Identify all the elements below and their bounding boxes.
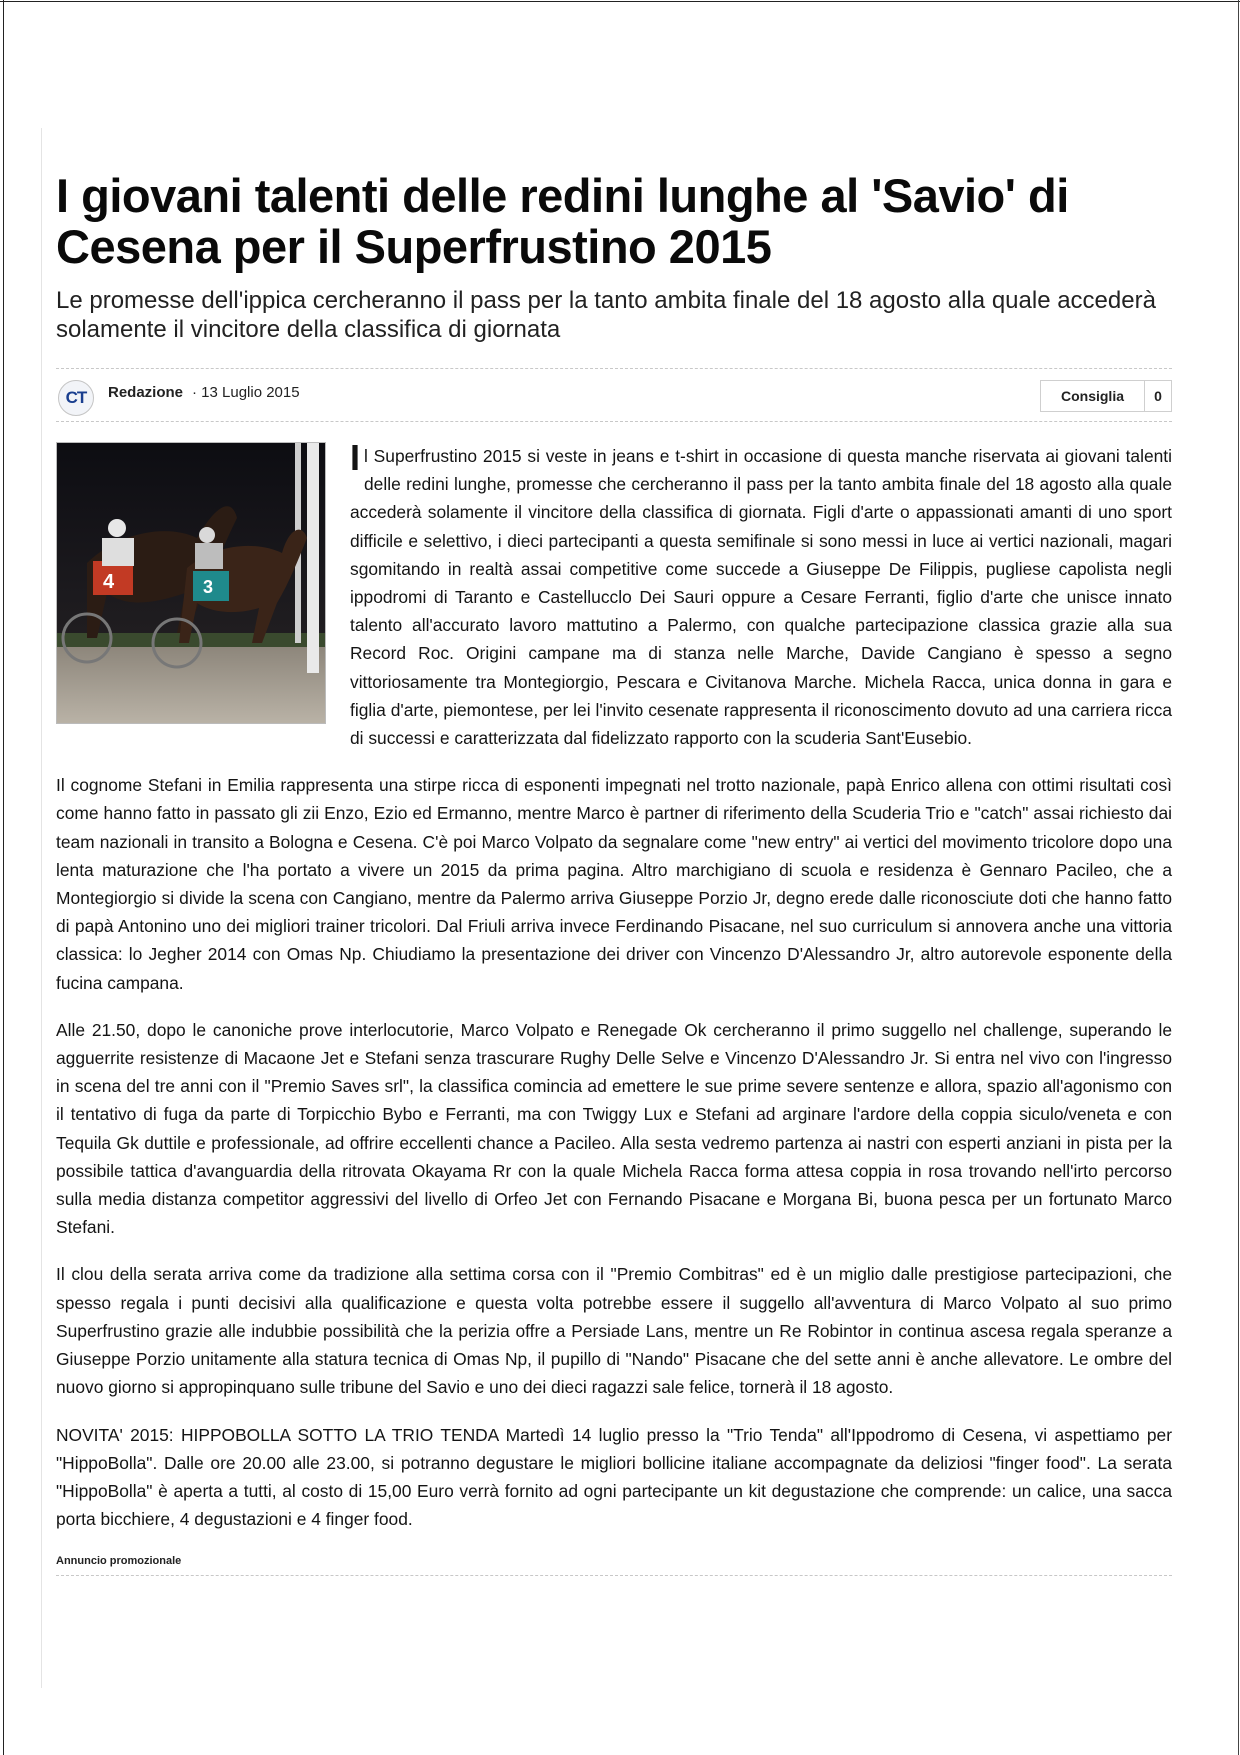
page-border-right: [1238, 0, 1239, 1755]
recommend-label: Consiglia: [1060, 388, 1124, 404]
dropcap: I: [350, 437, 361, 478]
page-border-top: [0, 1, 1240, 2]
article-subtitle: Le promesse dell'ippica cercheranno il pass per la tanto ambita finale del 18 agosto alla quale accederà solamente il vincitore della classifica di giornata: [56, 287, 1156, 343]
recommend-count: 0: [1144, 381, 1171, 411]
article-body: [56, 437, 1172, 1533]
paragraph-4: Il clou della serata arriva come da tradizione alla settima corsa con il "Premio Combitras" ed è un miglio dalle prestigiose partecipazioni, che spesso regala i punti decisivi alla qualificazione e questa volta potrebbe essere il suggello all'avventura di Marco Volpato al suo primo Superfrustino grazie alle indubbie possibilità che la perizia offre a Persiade Lans, mentre un Re Robintor in continua ascesa regala speranze a Giuseppe Porzio unitamente alla statura tecnica di Omas Np, il pupillo di "Nando" Pisacane che del sette anni è anche allevatore. Le ombre del nuovo giorno si appropinquano sulle tribune del Savio e uno dei dieci ragazzi sale felice, tornerà il 18 agosto.: [56, 1264, 1172, 1398]
author-link[interactable]: Redazione: [108, 384, 184, 401]
article: [56, 170, 1172, 1576]
divider-bottom: [56, 1575, 1172, 1576]
paragraph-2: Il cognome Stefani in Emilia rappresenta una stirpe ricca di esponenti impegnati nel trotto nazionale, papà Enrico allena con ottimi risultati così come hanno fatto in passato gli zii Enzo, Ezio ed Ermanno, mentre Marco è partner di riferimento della Scuderia Trio e "catch" assai richiesto dai team nazionali in transito a Bologna e Cesena. C'è poi Marco Volpato da segnalare come "new entry" ai vertici del movimento tricolore dopo una lenta maturazione che l'ha portato a vivere un 2015 da prima pagina. Altro marchigiano di scuola e residenza è Gennaro Pacileo, che a Montegiorgio si divide la scena con Cangiano, mentre da Palermo arriva Giuseppe Porzio Jr, degno erede dalle riconosciute doti che hanno fatto di papà Antonino uno dei migliori trainer tricolori. Dal Friuli arriva invece Ferdinando Pisacane, nel suo curriculum si annovera anche una vittoria classica: lo Jegher 2014 con Omas Np. Chiudiamo la presentazione dei driver con Vincenzo D'Alessandro Jr, altro autorevole esponente della fucina campana.: [56, 775, 1172, 993]
publisher-logo: CT: [58, 380, 94, 416]
article-title: I giovani talenti delle redini lunghe al 'Savio' di Cesena per il Superfrustino 2015: [56, 169, 1069, 273]
harness-racing-photo: [56, 442, 326, 724]
photo-number-3: 3: [203, 577, 214, 597]
paragraph-3: Alle 21.50, dopo le canoniche prove interlocutorie, Marco Volpato e Renegade Ok cercheranno il primo suggello nel challenge, superando le agguerrite resistenze di Macaone Jet e Stefani senza trascurare Rughy Delle Selve e Vincenzo D'Alessandro Jr. Si entra nel vivo con l'ingresso in scena del tre anni con il "Premio Saves srl", la classifica comincia ad emettere le sue prime severe sentenze e allora, spazio all'agonismo con il tentativo di fuga da parte di Torpicchio Bybo e Ferranti, ma con Twiggy Lux e Stefani ad arginare l'ardore della coppia siculo/veneta e con Tequila Gk duttile e professionale, ad offrire eccellenti chance a Pacileo. Alla sesta vedremo partenza ai nastri con esperti anziani in pista per la possibile tattica d'avanguardia della ritrovata Okayama Rr con la quale Michela Racca forma attesa coppia in rosa trovando nell'irto percorso sulla media distanza competitor aggressivi del livello di Orfeo Jet con Fernando Pisacane e Morgana Bi, buona pesca per un fortunato Marco Stefani.: [56, 1019, 1172, 1238]
promo-label: Annuncio promozionale: [56, 1555, 182, 1568]
photo-number-4: 4: [103, 571, 115, 593]
column-rule: [41, 128, 42, 1688]
divider-meta: [56, 421, 1172, 422]
paragraph-1-text: l Superfrustino 2015 si veste in jeans e t-shirt in occasione di questa manche riservata ai giovani talenti delle redini lunghe, promesse che cercheranno il pass per la tanto ambita finale del 18 agosto alla quale accederà solamente il vincitore della classifica di giornata. Figli d'arte o appassionati amanti di uno sport difficile e selettivo, i dieci partecipanti a questa semifinale si sono messi in luce ai vertici nazionali, magari sgomitando in realtà assai competitive come succede a Giuseppe De Filippis, pugliese capolista negli ippodromi di Taranto e Castellucclo Dei Sauri oppure a Cesare Ferranti, figlio d'arte che unisce innato talento all'accurato lavoro mattutino a Palermo, con qualche partecipazione classica grazie alla sua Record Roc. Origini campane ma di stanza nelle Marche, Davide Cangiano è spesso a segno vittoriosamente tra Montegiorgio, Pescara e Civitanova Marche. Michela Racca, unica donna in gara e figlia d'arte, piemontese, per lei l'invito cesenate rappresenta il riconoscimento dovuto ad una carriera ricca di successi e caratterizzata dal fidelizzato rapporto con la scuderia Sant'Eusebio.: [350, 446, 1172, 749]
paragraph-5: NOVITA' 2015: HIPPOBOLLA SOTTO LA TRIO TENDA Martedì 14 luglio presso la "Trio Tenda" all'Ippodromo di Cesena, vi aspettiamo per "HippoBolla". Dalle ore 20.00 alle 23.00, si potranno degustare le migliori bollicine italiane accompagnate da deliziosi "finger food". La serata "HippoBolla" è aperta a tutti, al costo di 15,00 Euro verrà fornito ad ogni partecipante un kit degustazione che comprende: un calice, una sacca porta bicchiere, 4 degustazioni e 4 finger food.: [56, 1424, 1172, 1530]
byline: [56, 369, 1172, 421]
recommend-button[interactable]: [1040, 380, 1172, 412]
page-border-left: [3, 0, 4, 1755]
publish-date: · 13 Luglio 2015: [192, 384, 300, 401]
